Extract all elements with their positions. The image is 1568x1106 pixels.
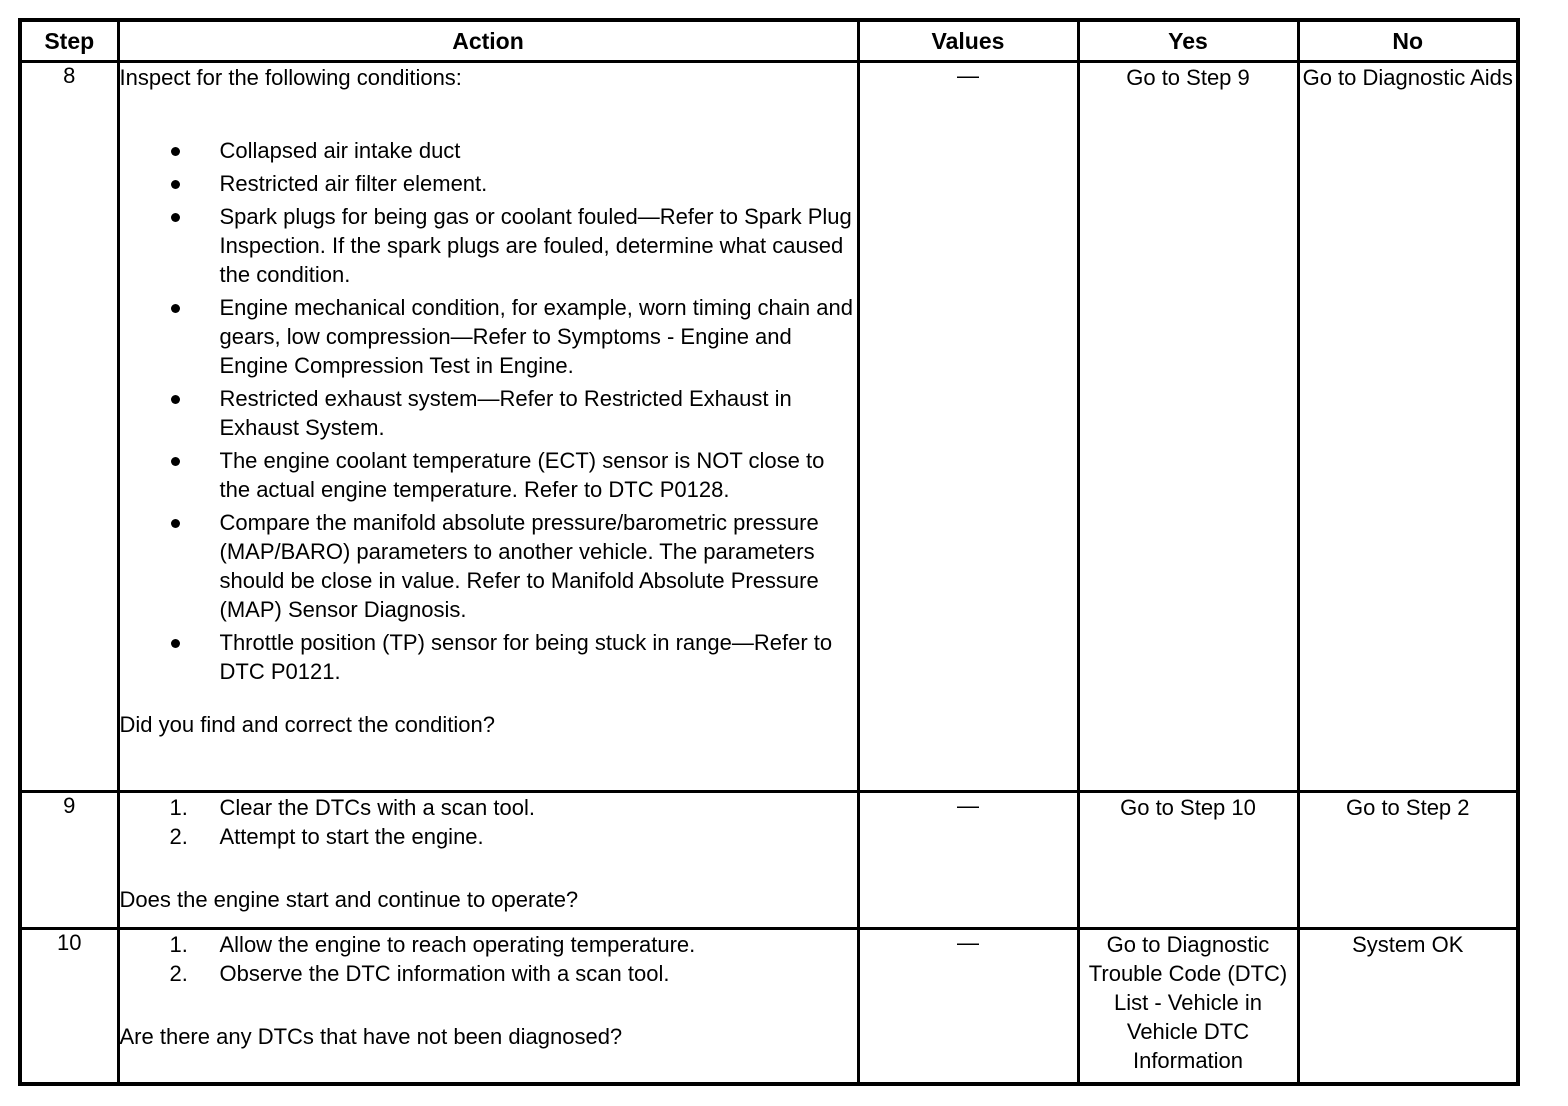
list-item: Restricted air filter element. [120,169,857,198]
table-row-step-9 [20,792,1518,929]
bullet-icon [171,213,180,222]
value-cell: — [858,929,1078,1084]
list-item: Restricted exhaust system—Refer to Restricted Exhaust in Exhaust System. [120,384,857,442]
value-cell: — [858,792,1078,929]
action-question: Did you find and correct the condition? [119,712,495,737]
yes-link[interactable]: Go to Step 9 [1078,62,1298,792]
action-cell [118,792,858,929]
value-cell: — [858,62,1078,792]
step-number: 10 [20,929,118,1084]
list-item: The engine coolant temperature (ECT) sensor is NOT close to the actual engine temperature. Refer to DTC P0128. [120,446,857,504]
bullet-icon [171,639,180,648]
condition-list [120,136,857,686]
header-values: Values [858,20,1078,62]
action-question: Are there any DTCs that have not been diagnosed? [119,1024,623,1049]
header-yes: Yes [1078,20,1298,62]
list-item: Throttle position (TP) sensor for being stuck in range—Refer to DTC P0121. [120,628,857,686]
action-cell [118,929,858,1084]
action-intro: Inspect for the following conditions: [119,65,462,90]
step-number: 9 [20,792,118,929]
list-item: 1. Allow the engine to reach operating temperature. [169,932,696,957]
diagnostic-table [18,18,1520,1086]
yes-link[interactable]: Go to Step 10 [1078,792,1298,929]
procedure-list [120,930,857,988]
list-item: 2. Attempt to start the engine. [169,824,484,849]
table-row-step-8 [20,62,1518,792]
bullet-icon [171,395,180,404]
list-item: Collapsed air intake duct [120,136,857,165]
list-item: Engine mechanical condition, for example, worn timing chain and gears, low compression—Refer to Symptoms - Engine and Engine Compression Test in Engine. [120,293,857,380]
action-question: Does the engine start and continue to operate? [119,887,579,912]
bullet-icon [171,457,180,466]
list-item: 2. Observe the DTC information with a scan tool. [169,961,670,986]
list-item: Compare the manifold absolute pressure/barometric pressure (MAP/BARO) parameters to another vehicle. The parameters should be close in value. Refer to Manifold Absolute Pressure (MAP) Sensor Diagnosis. [120,508,857,624]
header-step: Step [20,20,118,62]
bullet-icon [171,519,180,528]
bullet-icon [171,304,180,313]
table-row-step-10 [20,929,1518,1084]
list-item: 1. Clear the DTCs with a scan tool. [169,795,535,820]
bullet-icon [171,147,180,156]
header-no: No [1298,20,1518,62]
procedure-list [120,793,857,851]
no-link[interactable]: Go to Diagnostic Aids [1298,62,1518,792]
action-cell [118,62,858,792]
header-action: Action [118,20,858,62]
no-link[interactable]: System OK [1298,929,1518,1084]
header-row [20,20,1518,62]
step-number: 8 [20,62,118,792]
list-item: Spark plugs for being gas or coolant fouled—Refer to Spark Plug Inspection. If the spark plugs are fouled, determine what caused the condition. [120,202,857,289]
yes-link[interactable]: Go to Diagnostic Trouble Code (DTC) List - Vehicle in Vehicle DTC Information [1078,929,1298,1084]
bullet-icon [171,180,180,189]
no-link[interactable]: Go to Step 2 [1298,792,1518,929]
